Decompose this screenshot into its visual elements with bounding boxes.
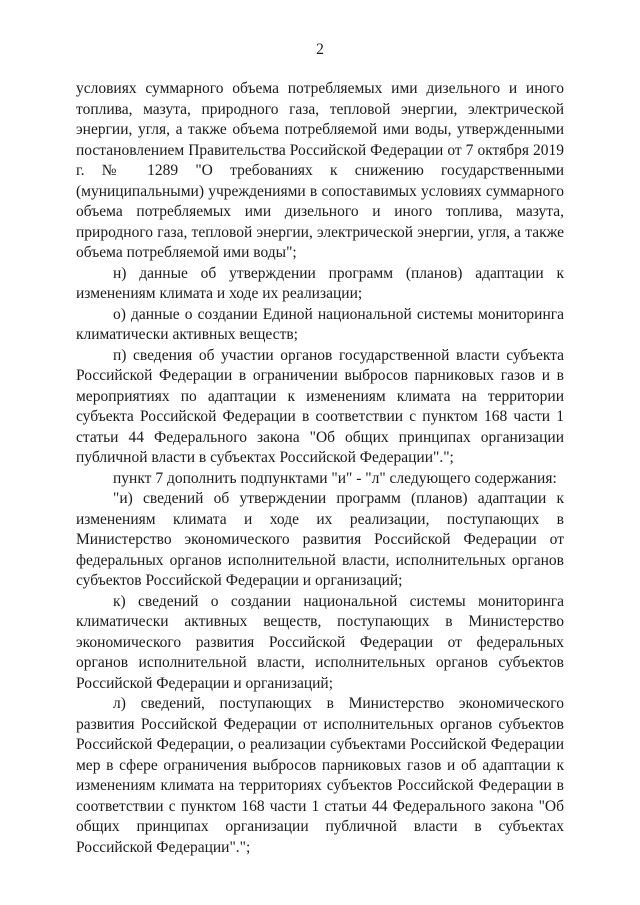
document-body: [76, 79, 564, 858]
page-number: 2: [316, 41, 324, 58]
paragraph-continuation: условиях суммарного объема потребляемых ими дизельного и иного топлива, мазута, природного газа, тепловой энергии, электрической энергии, угля, а также объема потребляемой ими воды, утвержденными постановлением Правительства Российской Федерации от 7 октября 2019 г. № 1289 "О требованиях к снижению государственными (муниципальными) учреждениями в сопоставимых условиях суммарного объема потребляемых ими дизельного и иного топлива, мазута, природного газа, тепловой энергии, электрической энергии, угля, а также объема потребляемой ими воды";: [76, 80, 564, 261]
paragraph-item-p: п) сведения об участии органов государственной власти субъекта Российской Федерации в ограничении выбросов парниковых газов и в мероприятиях по адаптации к изменениям климата на территории субъекта Российской Федерации в соответствии с пунктом 168 части 1 статьи 44 Федерального закона "Об общих принципах организации публичной власти в субъектах Российской Федерации".";: [76, 346, 564, 466]
paragraph-point-7: пункт 7 дополнить подпунктами "и" - "л" следующего содержания:: [113, 469, 557, 487]
paragraph-item-i: "и) сведений об утверждении программ (планов) адаптации к изменениям климата и ходе их реализации, поступающих в Министерство экономического развития Российской Федерации от федеральных органов исполнительной власти, исполнительных органов субъектов Российской Федерации и организаций;: [76, 490, 564, 589]
paragraph-item-n: н) данные об утверждении программ (планов) адаптации к изменениям климата и ходе их реализации;: [76, 264, 564, 302]
paragraph-item-l: л) сведений, поступающих в Министерство экономического развития Российской Федерации от исполнительных органов субъектов Российской Федерации, о реализации субъектами Российской Федерации мер в сфере ограничения выбросов парниковых газов и об адаптации к изменениям климата на территориях субъектов Российской Федерации в соответствии с пунктом 168 части 1 статьи 44 Федерального закона "Об общих принципах организации публичной власти в субъектах Российской Федерации".";: [76, 695, 564, 856]
paragraph-item-o: о) данные о создании Единой национальной системы мониторинга климатически активных веществ;: [76, 305, 564, 343]
paragraph-item-k: к) сведений о создании национальной системы мониторинга климатически активных веществ, поступающих в Министерство экономического развития Российской Федерации от федеральных органов исполнительной власти, исполнительных органов субъектов Российской Федерации и организаций;: [76, 592, 564, 692]
